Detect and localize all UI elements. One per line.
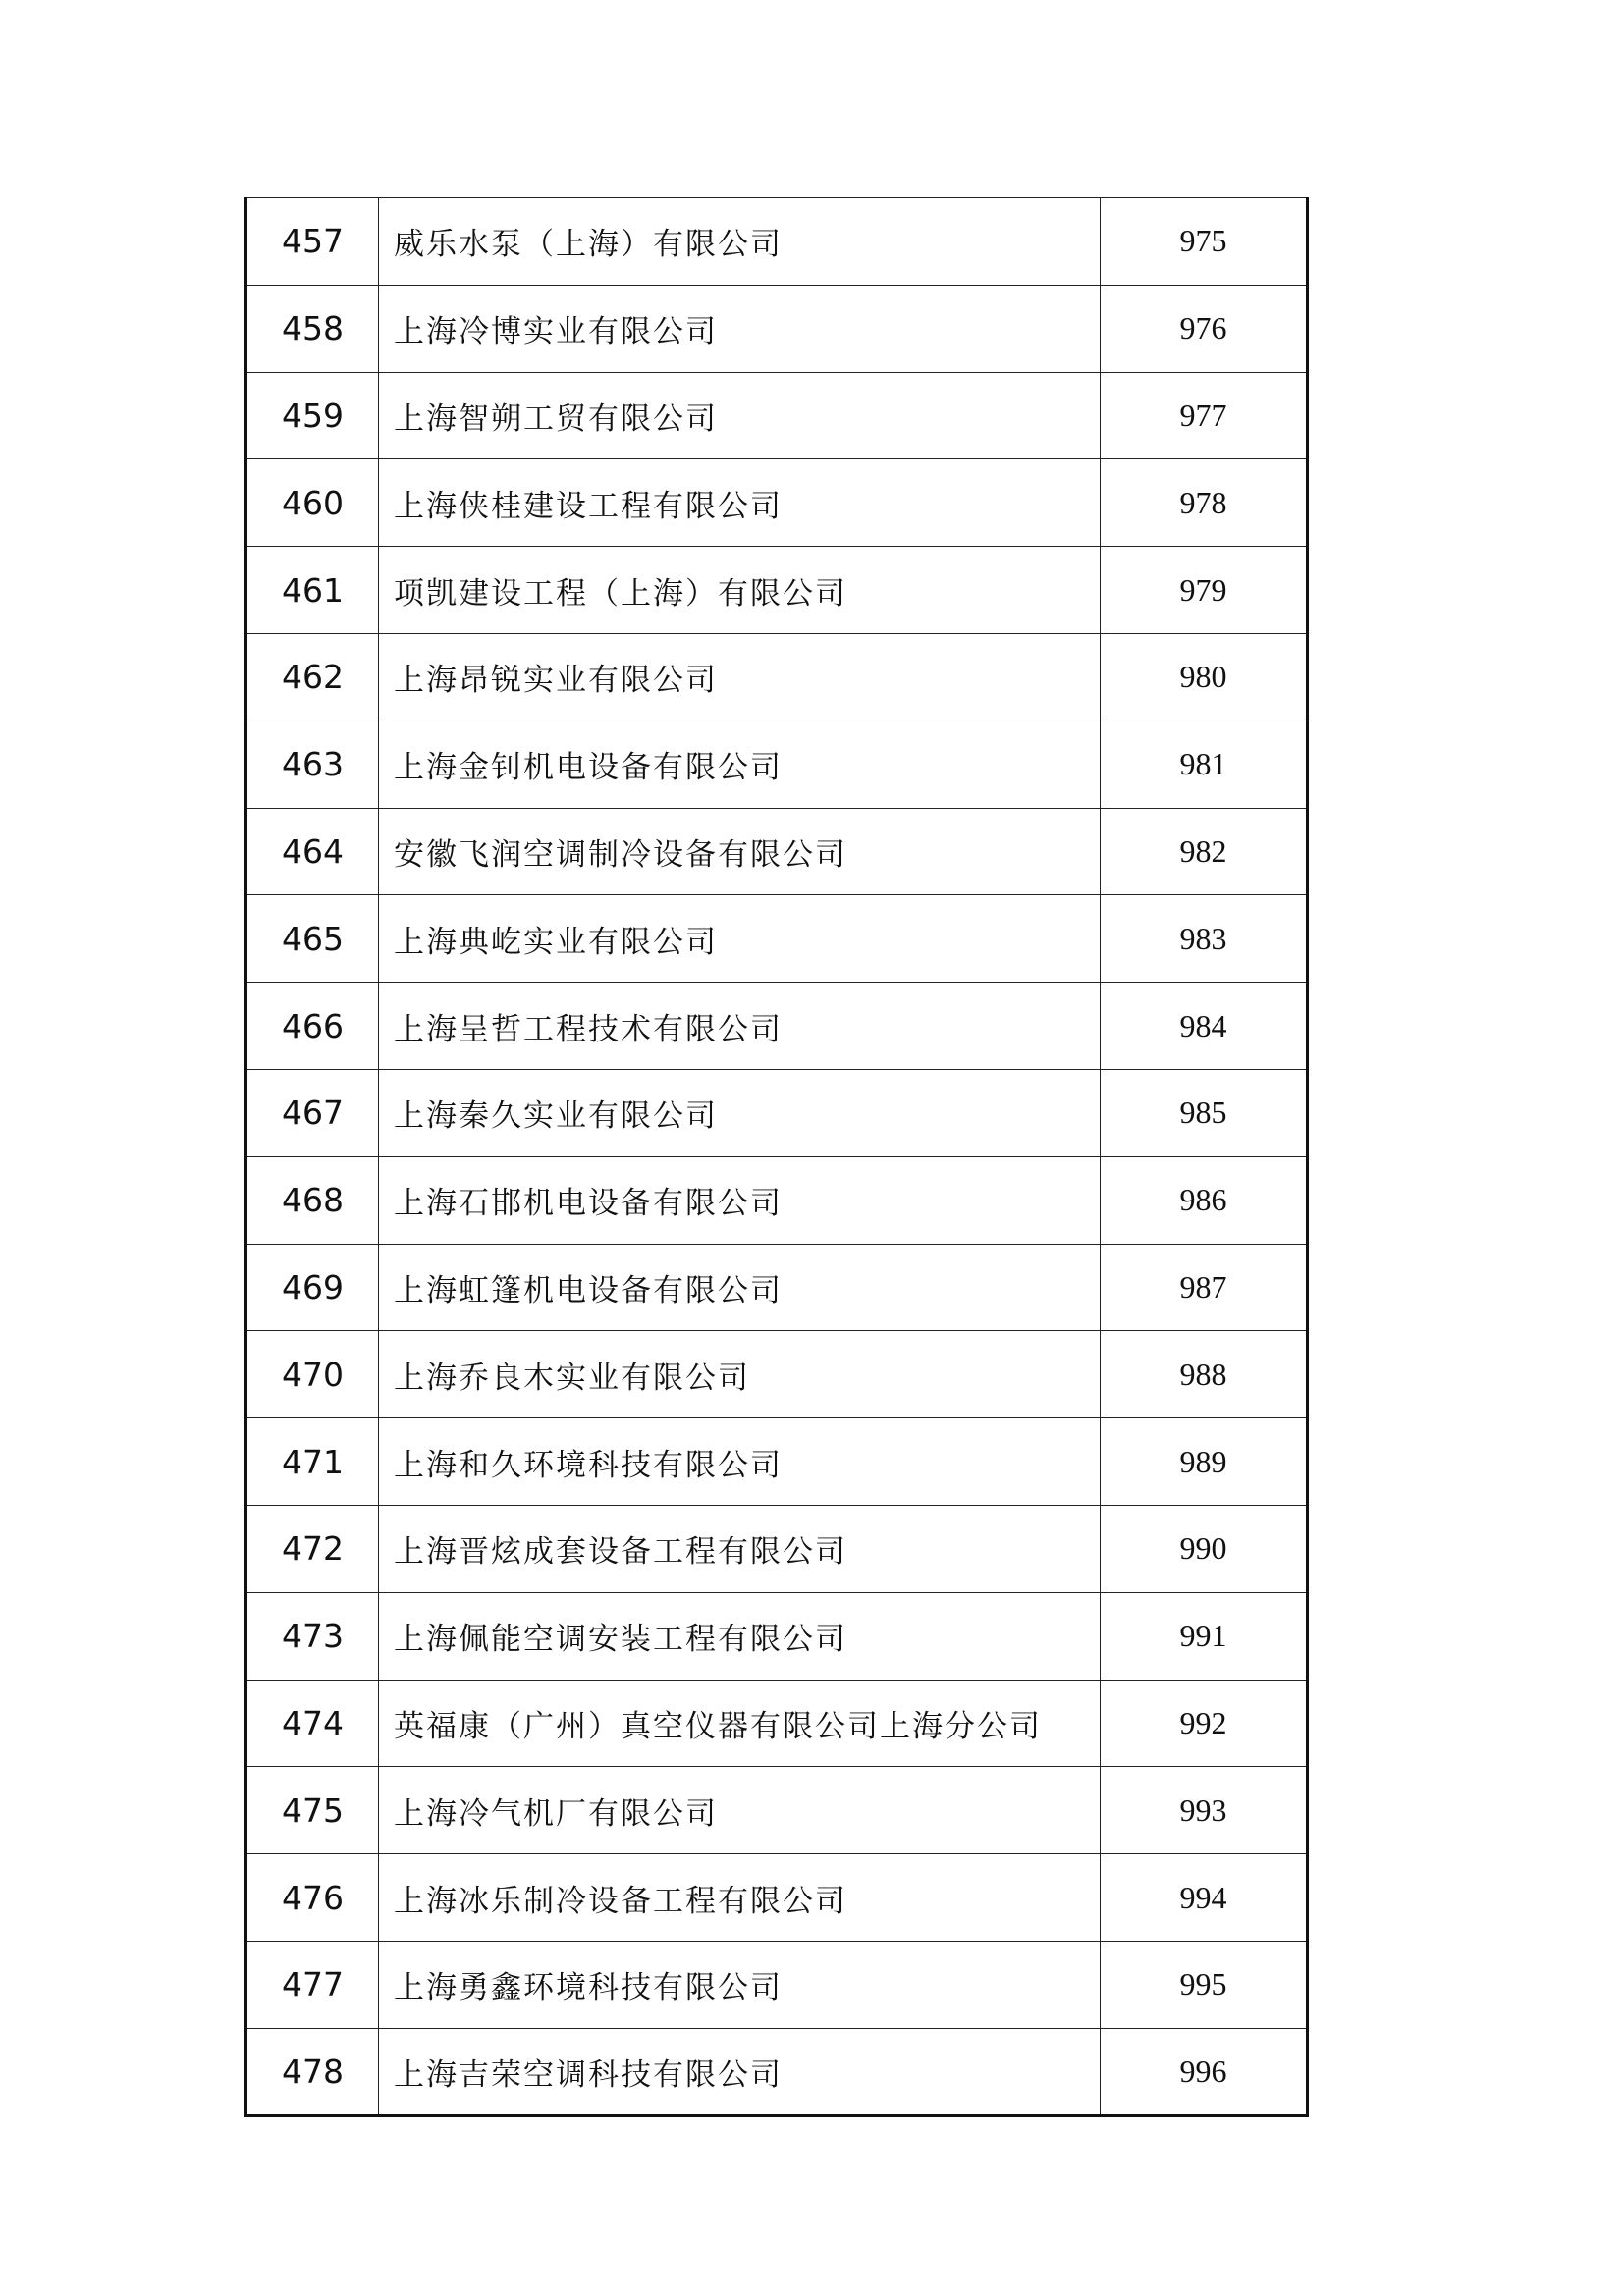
company-name-cell: 上海冷博实业有限公司: [379, 285, 1101, 372]
row-number-cell: 465: [246, 895, 379, 983]
code-cell: 993: [1101, 1767, 1308, 1854]
company-name-cell: 上海呈哲工程技术有限公司: [379, 983, 1101, 1070]
row-number-cell: 463: [246, 721, 379, 808]
code-cell: 995: [1101, 1941, 1308, 2028]
code-cell: 977: [1101, 372, 1308, 459]
company-name-cell: 上海昂锐实业有限公司: [379, 633, 1101, 721]
table-row: [246, 1592, 1308, 1680]
company-name-cell: 项凯建设工程（上海）有限公司: [379, 547, 1101, 634]
row-number-cell: 458: [246, 285, 379, 372]
table-row: [246, 198, 1308, 286]
table-row: [246, 1244, 1308, 1331]
code-cell: 994: [1101, 1854, 1308, 1942]
code-cell: 986: [1101, 1156, 1308, 1244]
company-name-cell: 上海秦久实业有限公司: [379, 1069, 1101, 1156]
table-row: [246, 1418, 1308, 1506]
code-cell: 983: [1101, 895, 1308, 983]
code-cell: 981: [1101, 721, 1308, 808]
row-number-cell: 460: [246, 459, 379, 547]
company-name-cell: 上海金钊机电设备有限公司: [379, 721, 1101, 808]
company-name-cell: 上海勇鑫环境科技有限公司: [379, 1941, 1101, 2028]
company-name-cell: 上海吉荣空调科技有限公司: [379, 2028, 1101, 2115]
company-list-table: [244, 197, 1309, 2117]
row-number-cell: 468: [246, 1156, 379, 1244]
company-name-cell: 上海晋炫成套设备工程有限公司: [379, 1505, 1101, 1592]
row-number-cell: 472: [246, 1505, 379, 1592]
code-cell: 987: [1101, 1244, 1308, 1331]
row-number-cell: 469: [246, 1244, 379, 1331]
row-number-cell: 475: [246, 1767, 379, 1854]
row-number-cell: 464: [246, 808, 379, 895]
table-row: [246, 1156, 1308, 1244]
row-number-cell: 457: [246, 198, 379, 286]
row-number-cell: 459: [246, 372, 379, 459]
row-number-cell: 467: [246, 1069, 379, 1156]
company-name-cell: 上海侠桂建设工程有限公司: [379, 459, 1101, 547]
row-number-cell: 477: [246, 1941, 379, 2028]
table-row: [246, 1505, 1308, 1592]
code-cell: 989: [1101, 1418, 1308, 1506]
row-number-cell: 466: [246, 983, 379, 1070]
row-number-cell: 461: [246, 547, 379, 634]
row-number-cell: 470: [246, 1331, 379, 1418]
row-number-cell: 462: [246, 633, 379, 721]
company-name-cell: 上海乔良木实业有限公司: [379, 1331, 1101, 1418]
code-cell: 982: [1101, 808, 1308, 895]
row-number-cell: 473: [246, 1592, 379, 1680]
table-row: [246, 459, 1308, 547]
row-number-cell: 476: [246, 1854, 379, 1942]
code-cell: 992: [1101, 1680, 1308, 1767]
table-row: [246, 808, 1308, 895]
code-cell: 978: [1101, 459, 1308, 547]
table-row: [246, 2028, 1308, 2115]
table-row: [246, 1331, 1308, 1418]
code-cell: 980: [1101, 633, 1308, 721]
table-body: [246, 198, 1308, 2116]
code-cell: 984: [1101, 983, 1308, 1070]
code-cell: 976: [1101, 285, 1308, 372]
table-row: [246, 1854, 1308, 1942]
table-row: [246, 895, 1308, 983]
code-cell: 996: [1101, 2028, 1308, 2115]
company-name-cell: 上海冰乐制冷设备工程有限公司: [379, 1854, 1101, 1942]
company-name-cell: 威乐水泵（上海）有限公司: [379, 198, 1101, 286]
table-row: [246, 1941, 1308, 2028]
table-row: [246, 1767, 1308, 1854]
code-cell: 979: [1101, 547, 1308, 634]
company-name-cell: 上海典屹实业有限公司: [379, 895, 1101, 983]
table-row: [246, 633, 1308, 721]
company-name-cell: 上海石邯机电设备有限公司: [379, 1156, 1101, 1244]
code-cell: 988: [1101, 1331, 1308, 1418]
code-cell: 990: [1101, 1505, 1308, 1592]
table-row: [246, 372, 1308, 459]
row-number-cell: 474: [246, 1680, 379, 1767]
table-row: [246, 721, 1308, 808]
table-row: [246, 547, 1308, 634]
code-cell: 975: [1101, 198, 1308, 286]
code-cell: 991: [1101, 1592, 1308, 1680]
table-row: [246, 285, 1308, 372]
company-name-cell: 上海冷气机厂有限公司: [379, 1767, 1101, 1854]
table-row: [246, 983, 1308, 1070]
row-number-cell: 478: [246, 2028, 379, 2115]
code-cell: 985: [1101, 1069, 1308, 1156]
company-name-cell: 上海和久环境科技有限公司: [379, 1418, 1101, 1506]
table-row: [246, 1069, 1308, 1156]
company-name-cell: 上海佩能空调安装工程有限公司: [379, 1592, 1101, 1680]
company-name-cell: 上海智朔工贸有限公司: [379, 372, 1101, 459]
company-name-cell: 上海虹篷机电设备有限公司: [379, 1244, 1101, 1331]
row-number-cell: 471: [246, 1418, 379, 1506]
company-name-cell: 英福康（广州）真空仪器有限公司上海分公司: [379, 1680, 1101, 1767]
company-name-cell: 安徽飞润空调制冷设备有限公司: [379, 808, 1101, 895]
table-row: [246, 1680, 1308, 1767]
